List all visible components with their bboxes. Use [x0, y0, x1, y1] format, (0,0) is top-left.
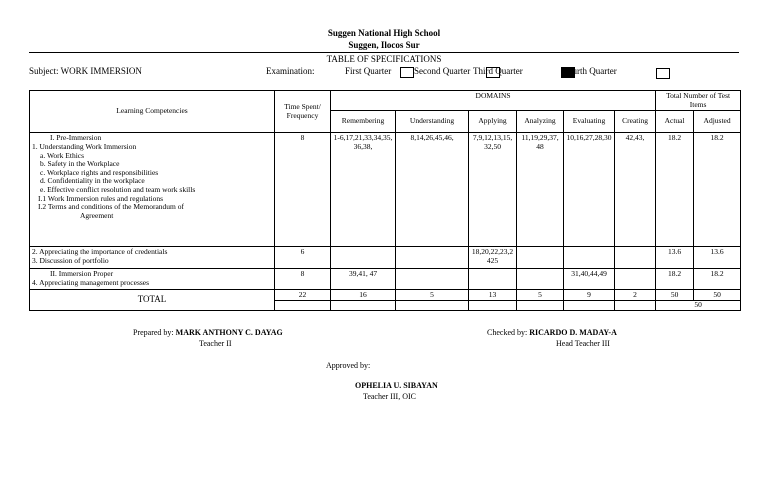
- prepared-name: MARK ANTHONY C. DAYAG: [175, 328, 283, 337]
- remembering-cell: 1-6,17,21,33,34,35,36,38,: [331, 133, 396, 247]
- understanding-cell: 8,14,26,45,46,: [396, 133, 469, 247]
- creating-cell: [615, 269, 656, 289]
- document-title: TABLE OF SPECIFICATIONS: [326, 54, 442, 64]
- grand-total: 50: [656, 301, 741, 311]
- competency-line: II. Immersion Proper: [50, 269, 114, 279]
- approved-name: OPHELIA U. SIBAYAN: [355, 381, 438, 390]
- school-location: Suggen, Ilocos Sur: [348, 40, 420, 50]
- understanding-cell: [396, 269, 469, 289]
- header-time: Time Spent/ Frequency: [275, 91, 331, 133]
- prepared-title: Teacher II: [199, 339, 232, 348]
- prepared-label: Prepared by:: [133, 328, 174, 337]
- total-creating: 2: [615, 289, 656, 301]
- header-competencies: Learning Competencies: [30, 91, 275, 133]
- competency-line: I.1 Work Immersion rules and regulations: [38, 193, 164, 203]
- checked-by: [487, 328, 617, 337]
- quarter-fourth: Fourth Quarter: [563, 66, 617, 76]
- actual-cell: 18.2: [656, 269, 694, 289]
- total-row: [30, 289, 741, 301]
- approved-label: Approved by:: [326, 361, 371, 370]
- total-analyzing: 5: [517, 289, 564, 301]
- total-label: TOTAL: [30, 289, 275, 310]
- competency-line: 4. Appreciating management processes: [32, 277, 150, 287]
- quarter-second: Second Quarter: [414, 66, 471, 76]
- header-domains: DOMAINS: [331, 91, 656, 111]
- competency-line: a. Work Ethics: [40, 150, 85, 160]
- competency-cell: [30, 133, 275, 247]
- competency-cell: [30, 269, 275, 289]
- actual-cell: 13.6: [656, 247, 694, 269]
- evaluating-cell: 10,16,27,28,30: [564, 133, 615, 247]
- examination-label: Examination:: [266, 66, 315, 76]
- specifications-table: [29, 90, 741, 311]
- evaluating-cell: 31,40,44,49: [564, 269, 615, 289]
- approved-title: Teacher III, OIC: [363, 392, 416, 401]
- creating-cell: 42,43,: [615, 133, 656, 247]
- header-adjusted: Adjusted: [694, 111, 741, 133]
- time-cell: 6: [275, 247, 331, 269]
- header-divider: [29, 52, 739, 53]
- header-analyzing: Analyzing: [517, 111, 564, 133]
- header-understanding: Understanding: [396, 111, 469, 133]
- adjusted-cell: 18.2: [694, 133, 741, 247]
- adjusted-cell: 13.6: [694, 247, 741, 269]
- competency-line: c. Workplace rights and responsibilities: [40, 167, 159, 177]
- quarter-third: Third Quarter: [473, 66, 523, 76]
- subject-label: Subject: WORK IMMERSION: [29, 66, 142, 76]
- header-creating: Creating: [615, 111, 656, 133]
- total-actual: 50: [656, 289, 694, 301]
- remembering-cell: [331, 247, 396, 269]
- adjusted-cell: 18.2: [694, 269, 741, 289]
- time-cell: 8: [275, 133, 331, 247]
- understanding-cell: [396, 247, 469, 269]
- analyzing-cell: [517, 269, 564, 289]
- school-name: Suggen National High School: [327, 28, 441, 38]
- header-remembering: Remembering: [331, 111, 396, 133]
- competency-cell: [30, 247, 275, 269]
- total-applying: 13: [469, 289, 517, 301]
- checked-name: RICARDO D. MADAY-A: [529, 328, 617, 337]
- quarter-first: First Quarter: [345, 66, 392, 76]
- competency-line: I.2 Terms and conditions of the Memorandum of: [38, 202, 184, 212]
- applying-cell: 7,9,12,13,15,32,50: [469, 133, 517, 247]
- prepared-by: [133, 328, 283, 337]
- header-actual: Actual: [656, 111, 694, 133]
- table-row: [30, 247, 741, 269]
- applying-cell: 18,20,22,23,2425: [469, 247, 517, 269]
- checked-label: Checked by:: [487, 328, 528, 337]
- applying-cell: [469, 269, 517, 289]
- competency-line: b. Safety in the Workplace: [40, 159, 120, 169]
- remembering-cell: 39,41, 47: [331, 269, 396, 289]
- checkbox-extra[interactable]: [656, 68, 670, 79]
- total-remembering: 16: [331, 289, 396, 301]
- actual-cell: 18.2: [656, 133, 694, 247]
- header-applying: Applying: [469, 111, 517, 133]
- competency-line: 2. Appreciating the importance of credentials: [32, 247, 168, 257]
- competency-line: Agreement: [80, 210, 114, 220]
- checked-title: Head Teacher III: [556, 339, 610, 348]
- analyzing-cell: 11,19,29,37, 48: [517, 133, 564, 247]
- checkbox-second-quarter[interactable]: [400, 67, 414, 78]
- table-row: [30, 269, 741, 289]
- total-adjusted: 50: [694, 289, 741, 301]
- competency-line: d. Confidentiality in the workplace: [40, 176, 145, 186]
- header-total-items: Total Number of Test Items: [656, 91, 741, 111]
- creating-cell: [615, 247, 656, 269]
- competency-line: 3. Discussion of portfolio: [32, 255, 109, 265]
- competency-line: e. Effective conflict resolution and team work skills: [40, 185, 196, 194]
- evaluating-cell: [564, 247, 615, 269]
- competency-line: I. Pre-Immersion: [50, 133, 102, 143]
- total-evaluating: 9: [564, 289, 615, 301]
- competency-line: 1. Understanding Work Immersion: [32, 141, 137, 151]
- total-time: 22: [275, 289, 331, 301]
- table-row: [30, 133, 741, 247]
- analyzing-cell: [517, 247, 564, 269]
- time-cell: 8: [275, 269, 331, 289]
- header-evaluating: Evaluating: [564, 111, 615, 133]
- total-understanding: 5: [396, 289, 469, 301]
